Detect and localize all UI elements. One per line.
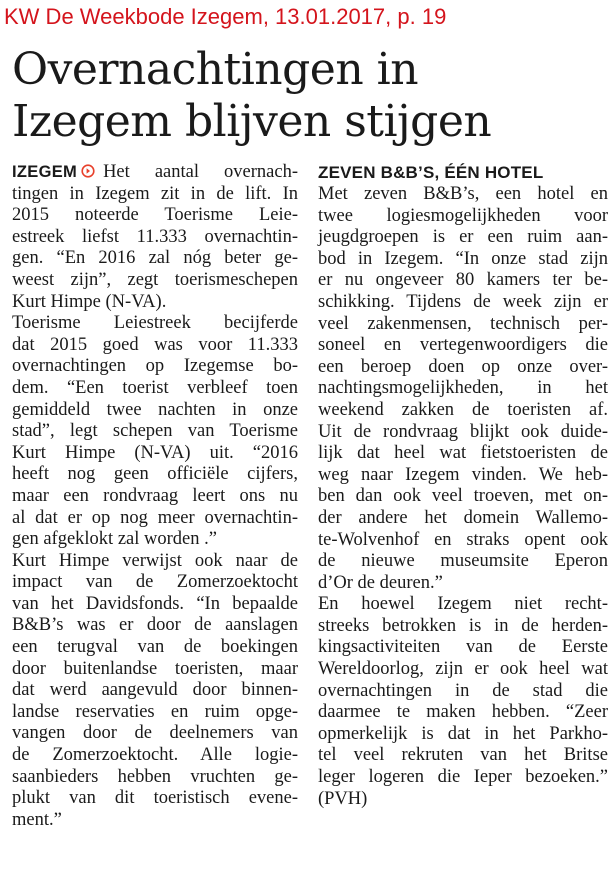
- body-line: weest zijn”, zegt toerismeschepen: [12, 269, 298, 290]
- body-line: Met zeven B&B’s, een hotel en: [318, 184, 608, 204]
- body-line: Kurt Himpe (N-VA).: [12, 291, 167, 312]
- headline: [12, 44, 612, 148]
- body-line: der andere het domein Wallemo-: [318, 507, 608, 528]
- body-line: impact van de Zomerzoektocht: [12, 572, 298, 593]
- body-line: B&B’s was er door de aanslagen: [12, 615, 298, 636]
- body-line: een terugval van de boekingen: [12, 637, 298, 658]
- body-line: estreek liefst 11.333 overnachtin-: [12, 226, 298, 247]
- body-line: al dat er op nog meer overnachtin-: [12, 507, 298, 528]
- body-line: te-Wolvenhof en straks opent ook: [318, 529, 608, 550]
- body-line: dem. “Een toerist verbleef toen: [12, 377, 298, 398]
- body-line: weg naar Izegem vinden. We heb-: [318, 464, 608, 485]
- body-line: lijk dat heel wat fietstoeristen de: [318, 443, 608, 464]
- body-line: tel veel rekruten van het Britse: [318, 745, 608, 766]
- right-column: [318, 162, 608, 810]
- body-line: schikking. Tijdens de week zijn er: [318, 291, 608, 312]
- body-line: stad”, legt schepen van Toerisme: [12, 421, 298, 442]
- body-line: Kurt Himpe (N-VA) uit. “2016: [12, 442, 298, 463]
- body-line: heeft nog geen officiële cijfers,: [12, 464, 298, 485]
- body-line: (PVH): [318, 788, 368, 809]
- body-line: dat 2015 goed was voor 11.333: [12, 334, 298, 355]
- body-line: leger logeren die Ieper bezoeken.”: [318, 767, 608, 788]
- source-citation: KW De Weekbode Izegem, 13.01.2017, p. 19: [4, 4, 447, 29]
- body-line: gemiddeld twee nachten in onze: [12, 399, 298, 420]
- body-line: veel zakenmensen, technisch per-: [318, 313, 608, 334]
- body-line: 2015 noteerde Toerisme Leie-: [12, 205, 298, 226]
- body-line: soneel en vertegenwoordigers die: [318, 335, 608, 356]
- body-line: Wereldoorlog, zijn er ook heel wat: [318, 659, 608, 680]
- body-line: gen afgeklokt zal worden .”: [12, 529, 217, 550]
- body-line: ben dan ook veel troeven, met on-: [318, 486, 608, 507]
- body-line: landse reservaties en ruim opge-: [12, 701, 298, 722]
- body-line: van het Davidsfonds. “In bepaalde: [12, 593, 298, 614]
- body-line: weekend zakken de toeristen af.: [318, 399, 608, 420]
- body-line: de Zomerzoektocht. Alle logie-: [12, 745, 298, 766]
- body-line: nachtingsmogelijkheden, in het: [318, 378, 608, 399]
- body-line: saanbieders hebben vruchten ge-: [12, 766, 298, 787]
- body-line: gen. “En 2016 zal nóg beter ge-: [12, 248, 298, 269]
- body-line: overnachtingen in de stad die: [318, 680, 608, 701]
- kicker-label: IZEGEM: [12, 163, 78, 181]
- body-line: Kurt Himpe verwijst ook naar de: [12, 550, 298, 571]
- body-line: d’Or de deuren.”: [318, 572, 443, 593]
- body-line: dat werd aangevuld door binnen-: [12, 680, 298, 701]
- body-line: En hoewel Izegem niet recht-: [318, 594, 608, 615]
- body-line: vangen door de deelnemers van: [12, 723, 298, 744]
- headline-line-2: Izegem blijven stijgen: [12, 96, 492, 147]
- body-line: de nieuwe museumsite Eperon: [318, 551, 608, 572]
- body-line: daarmee te maken hebben. “Zeer: [318, 702, 608, 723]
- body-line: jeugdgroepen is er een ruim aan-: [318, 227, 608, 248]
- body-line: door buitenlandse toeristen, maar: [12, 658, 298, 679]
- body-line: Uit de rondvraag blijkt ook duide-: [318, 421, 608, 442]
- body-line: een beroep doen op onze over-: [318, 356, 608, 377]
- body-line: plukt van dit toeristisch evene-: [12, 788, 298, 809]
- body-line: overnachtingen op Izegemse bo-: [12, 356, 298, 377]
- body-line: bod in Izegem. “In onze stad zijn: [318, 248, 608, 269]
- headline-line-1: Overnachtingen in: [12, 44, 419, 95]
- body-line: ment.”: [12, 809, 62, 830]
- lead-line: [12, 162, 298, 184]
- red-circle-arrow-icon: [81, 164, 95, 178]
- left-column: [12, 162, 298, 831]
- body-line: streeks betrokken is in de herden-: [318, 615, 608, 636]
- body-line: Het aantal overnach-: [103, 162, 298, 182]
- body-line: kingsactiviteiten van de Eerste: [318, 637, 608, 658]
- body-line: tingen in Izegem zit in de lift. In: [12, 183, 298, 204]
- body-line: er nu ongeveer 80 kamers ter be-: [318, 270, 608, 291]
- subheading: ZEVEN B&B’S, ÉÉN HOTEL: [318, 163, 544, 182]
- body-line: Toerisme Leiestreek becijferde: [12, 313, 298, 334]
- body-line: maar een rondvraag leert ons nu: [12, 485, 298, 506]
- body-line: opmerkelijk is dat in het Parkho-: [318, 723, 608, 744]
- body-line: twee logiesmogelijkheden voor: [318, 205, 608, 226]
